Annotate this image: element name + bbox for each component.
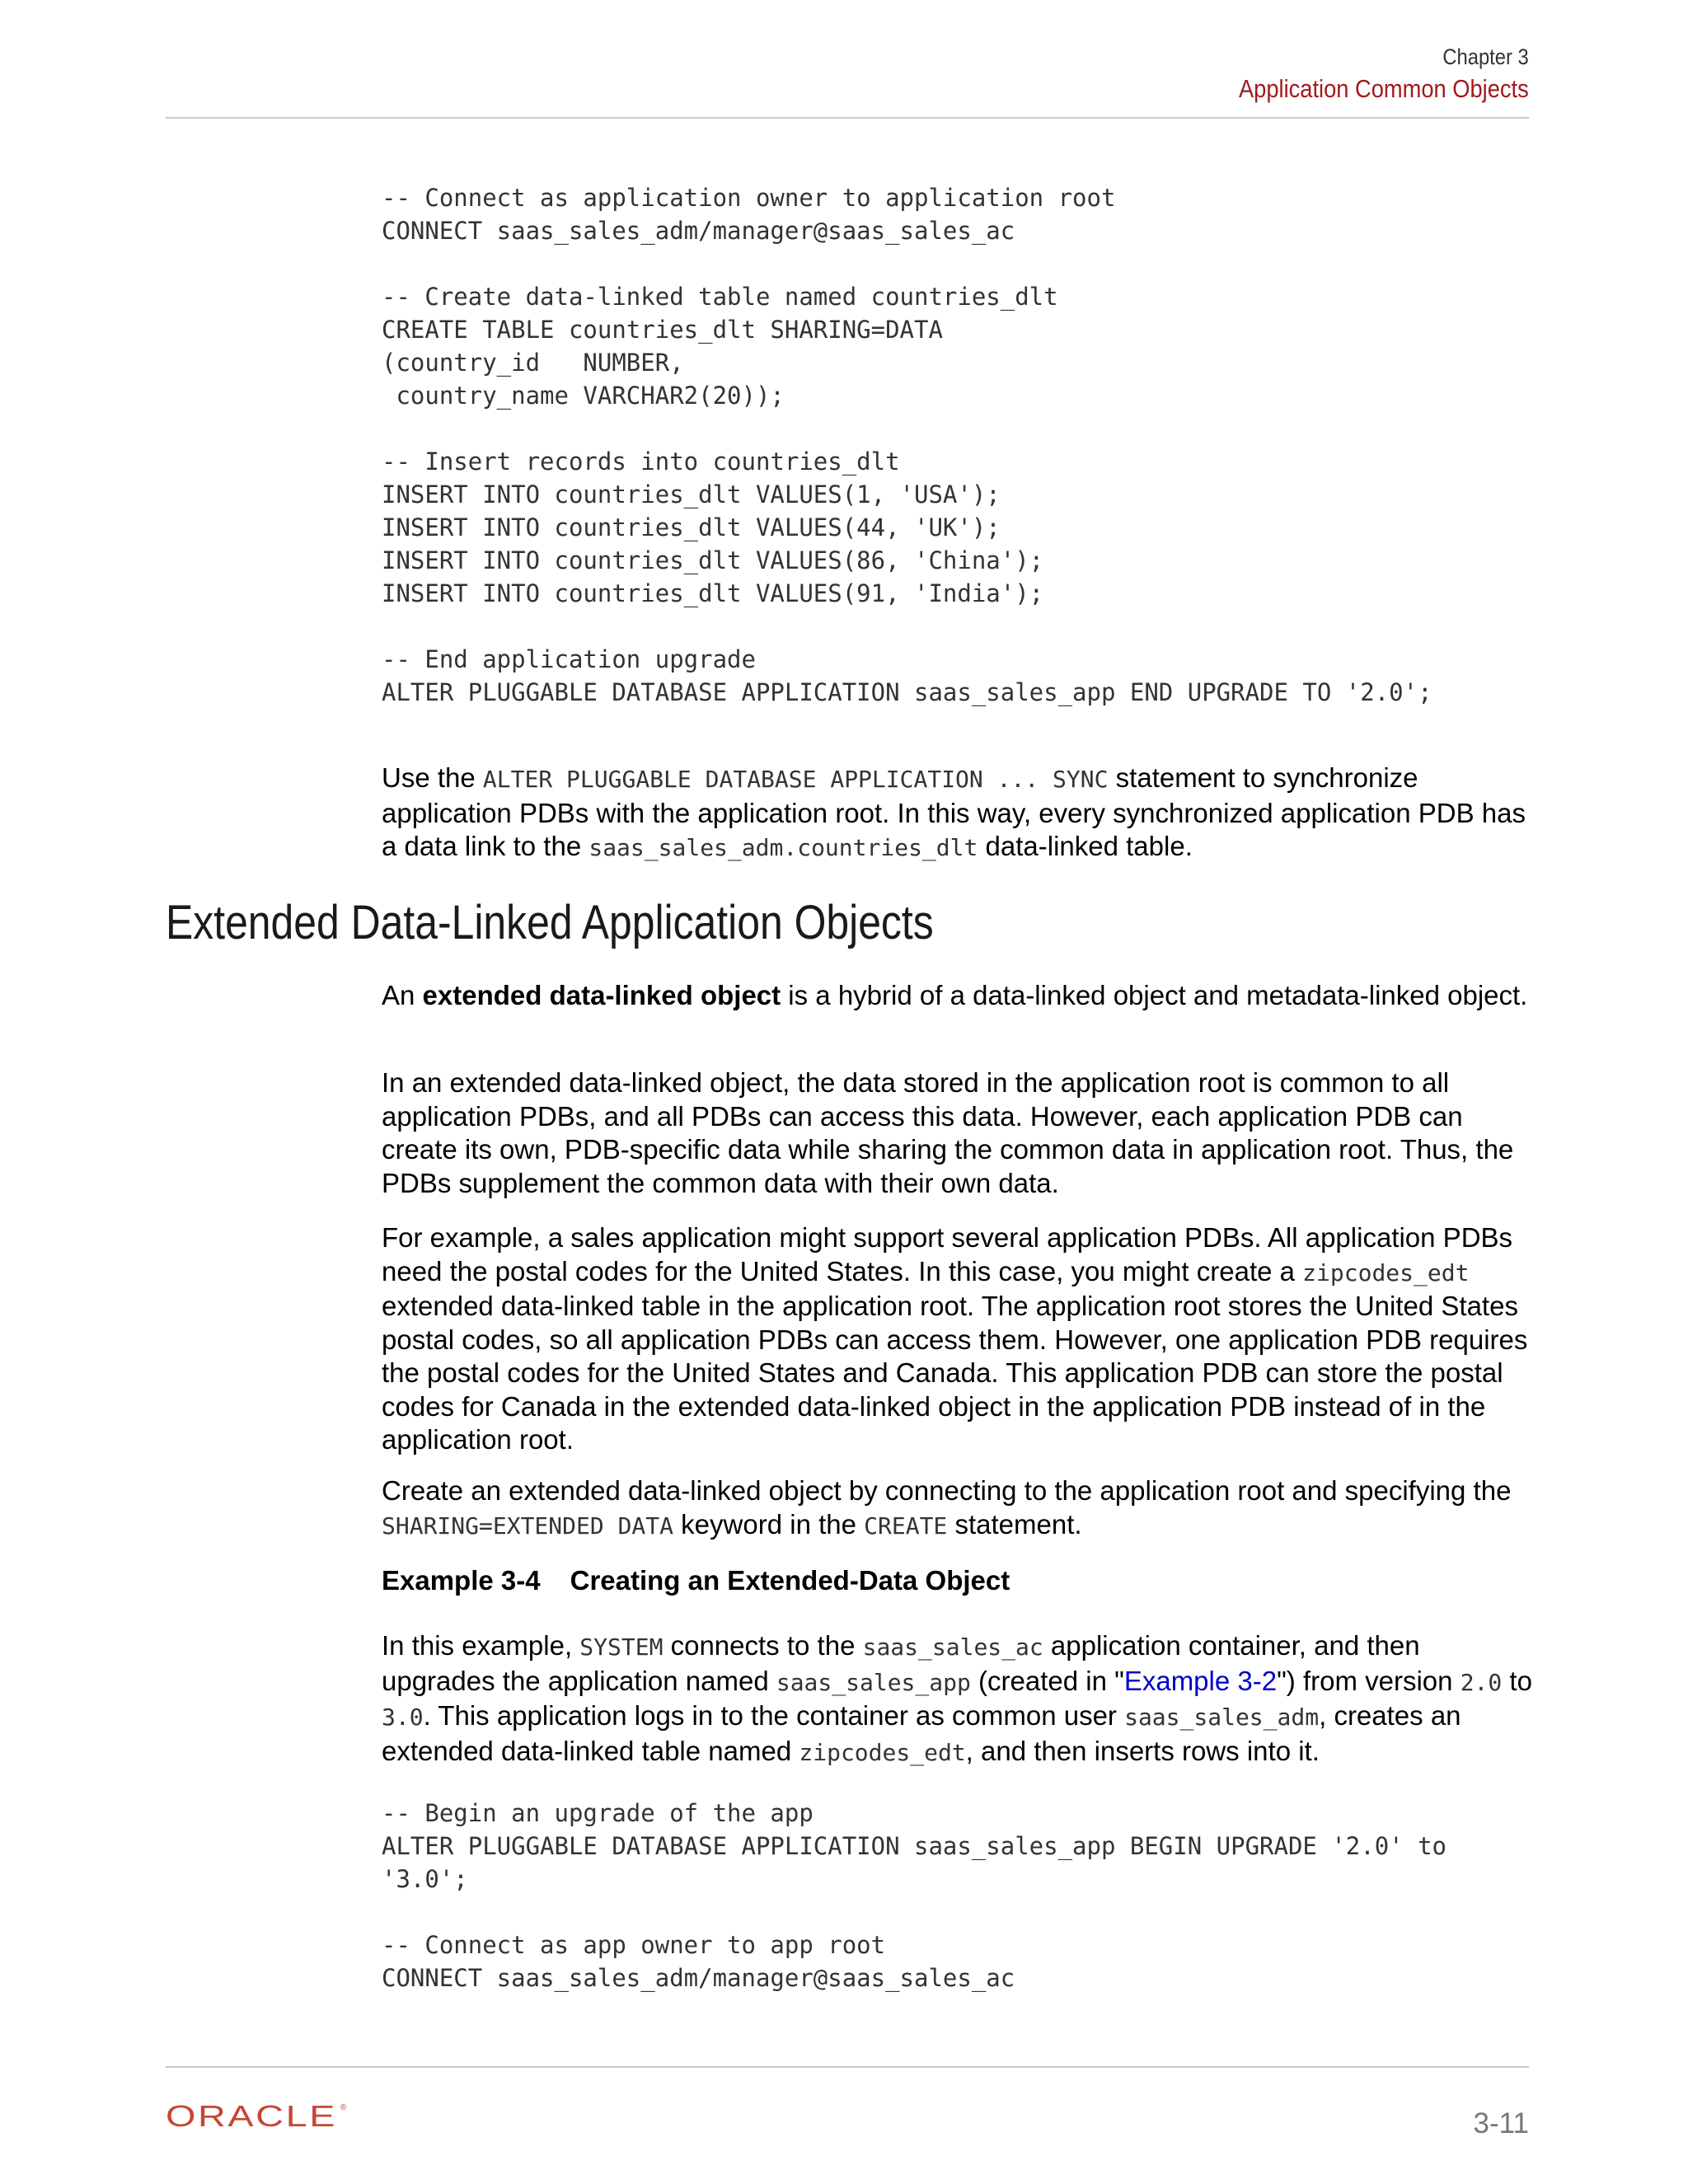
footer-divider <box>166 2066 1529 2068</box>
inline-code: 3.0 <box>382 1704 424 1731</box>
running-header <box>1199 41 1529 105</box>
inline-code: SHARING=EXTENDED DATA <box>382 1511 674 1540</box>
chapter-label: Chapter 3 <box>1442 45 1529 69</box>
paragraph-sync: Use the ALTER PLUGGABLE DATABASE APPLICATION ... SYNC statement to synchronize application PDBs with the application root. In this way, every synchronized application PDB has a data link to the saas_sales_adm.countries_dlt data-linked table. <box>382 762 1526 861</box>
inline-code: saas_sales_adm <box>1124 1704 1320 1731</box>
svg-text:®: ® <box>340 2103 347 2112</box>
inline-code: saas_sales_ac <box>862 1633 1043 1661</box>
paragraph-example-description: In this example, SYSTEM connects to the saas_sales_ac application container, and then upgrades the application named saas_sales_app (created in "Example 3-2") from version 2.0 to 3.0. This application logs in to the container as common user saas_sales_adm, creates an extended data-linked table named zipcodes_edt, and then inserts rows into it. <box>382 1630 1532 1766</box>
example-label: Example 3-4 <box>382 1565 541 1596</box>
example-3-2-link[interactable]: Example 3-2 <box>1123 1665 1278 1696</box>
paragraph-common-data: In an extended data-linked object, the data stored in the application root is common to all application PDBs, and all PDBs can access this data. However, each application PDB can create its own, PDB-specific data while sharing the common data in application root. Thus, the PDBs supplement the common data with their own data. <box>382 1067 1514 1198</box>
inline-code: 2.0 <box>1460 1668 1503 1696</box>
oracle-logo <box>166 2100 363 2133</box>
code-block-begin-upgrade: -- Begin an upgrade of the app ALTER PLUGGABLE DATABASE APPLICATION saas_sales_app BEGIN UPGRADE '2.0' to '3.0'; -- Connect as app owner to app root CONNECT saas_sales_adm/manager@saas_sales_ac <box>382 1799 1447 1992</box>
section-heading: Extended Data-Linked Application Objects <box>166 896 934 949</box>
example-title-text: Creating an Extended-Data Object <box>570 1565 1010 1596</box>
example-title <box>382 1564 1010 1597</box>
term-bold: extended data-linked object <box>422 980 781 1010</box>
page-number: 3-11 <box>1473 2107 1529 2139</box>
svg-text:ORACLE: ORACLE <box>166 2100 337 2133</box>
header-divider <box>166 117 1529 119</box>
section-label: Application Common Objects <box>1239 74 1529 103</box>
paragraph-postal-example: For example, a sales application might support several application PDBs. All application PDBs need the postal codes for the United States. In this case, you might create a zipcodes_edt extended data-linked table in the application root. The application root stores the United States postal codes, so all application PDBs can access them. However, one application PDB requires the postal codes for the United States and Canada. This application PDB can store the postal codes for Canada in the extended data-linked object in the application PDB instead of in the application root. <box>382 1222 1528 1455</box>
inline-code: saas_sales_app <box>776 1668 971 1696</box>
paragraph-intro: An extended data-linked object is a hybrid of a data-linked object and metadata-linked object. <box>382 980 1528 1010</box>
inline-code: CREATE <box>864 1511 948 1540</box>
inline-code: SYSTEM <box>579 1633 663 1661</box>
inline-code: zipcodes_edt <box>1302 1258 1470 1286</box>
inline-code: saas_sales_adm.countries_dlt <box>588 834 978 861</box>
inline-code: ALTER PLUGGABLE DATABASE APPLICATION ... SYNC <box>482 766 1109 793</box>
code-block-create-data-linked-table: -- Connect as application owner to application root CONNECT saas_sales_adm/manager@saas_sales_ac -- Create data-linked table named countries_dlt CREATE TABLE countries_dlt SHARING=DATA (country_id NUMBER, country_name VARCHAR2(20)); -- Insert records into countries_dlt INSERT INTO countries_dlt VALUES(1, 'USA'); INSERT INTO countries_dlt VALUES(44, 'UK'); INSERT INTO countries_dlt VALUES(86, 'China'); INSERT INTO countries_dlt VALUES(91, 'India'); -- End application upgrade ALTER PLUGGABLE DATABASE APPLICATION saas_sales_app END UPGRADE TO '2.0'; <box>382 184 1432 706</box>
inline-code: zipcodes_edt <box>799 1738 966 1766</box>
paragraph-create: Create an extended data-linked object by connecting to the application root and specifying the SHARING=EXTENDED DATA keyword in the CREATE statement. <box>382 1475 1512 1540</box>
